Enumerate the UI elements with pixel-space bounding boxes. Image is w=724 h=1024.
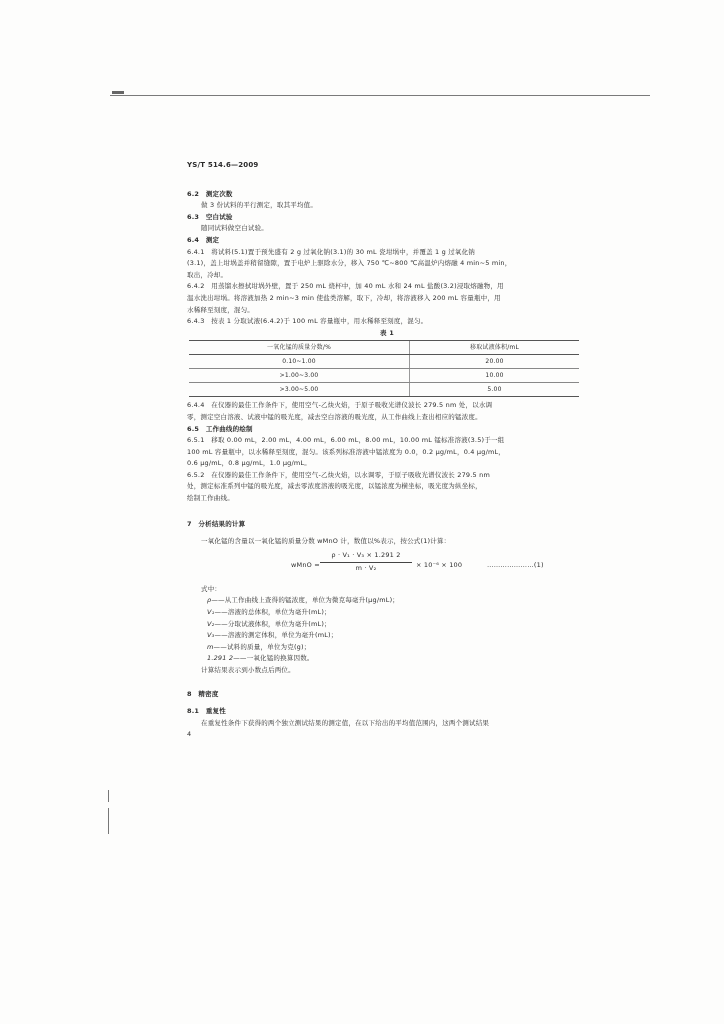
variable-description: ——分取试液体积，单位为毫升(mL)；	[214, 619, 331, 628]
variable-symbol: 1.291 2	[207, 654, 234, 663]
variable-definition	[187, 642, 587, 654]
scan-mark	[112, 91, 124, 94]
variable-symbol: V₂	[207, 619, 215, 628]
scan-bar-1	[108, 790, 109, 802]
where-label: 式中：	[201, 584, 222, 593]
text-line: 6.4 测定	[187, 235, 220, 244]
formula-fraction	[320, 550, 412, 575]
formula-number: …………………(1)	[487, 560, 544, 569]
formula-numerator: ρ · V₁ · V₃ × 1.291 2	[320, 550, 412, 564]
formula-lhs: wMnO =	[291, 560, 320, 569]
variable-definition	[187, 630, 587, 642]
variable-description: ——一氧化锰的换算因数。	[233, 654, 314, 663]
table-cell: >1.00~3.00	[189, 369, 410, 383]
text-line: 6.2 测定次数	[187, 189, 233, 198]
text-line: 100 mL 容量瓶中，以水稀释至刻度，混匀。该系列标准溶液中锰浓度为 0.0，0.2 μg/mL，0.4 μg/mL，	[187, 447, 506, 456]
text-line: 随同试料做空白试验。	[201, 224, 268, 233]
text-line: 6.4.4 在仪器的最佳工作条件下，使用空气-乙炔火焰，于原子吸收光谱仪波长 279.5 nm 处，以水调	[187, 401, 493, 410]
variable-definition	[187, 619, 587, 631]
text-line: 6.5 工作曲线的绘制	[187, 424, 253, 433]
section-6-continued	[187, 400, 587, 504]
section-8-heading: 8 精密度	[187, 689, 219, 698]
text-line: 处，测定标准系列中锰的吸光度，减去零浓度溶液的吸光度，以锰浓度为横坐标，吸光度为纵坐标，	[187, 482, 482, 491]
text-line: 绘制工作曲线。	[187, 494, 234, 503]
repeatability-text: 在重复性条件下获得的两个独立测试结果的测定值，在以下给出的平均值范围内，这两个测试结果	[201, 718, 490, 727]
table-cell: >3.00~5.00	[189, 383, 410, 397]
text-line: 6.5.1 移取 0.00 mL，2.00 mL，4.00 mL，6.00 mL，8.00 mL，10.00 mL 锰标准溶液(3.5)于一组	[187, 436, 505, 445]
section-7-heading: 7 分析结果的计算	[187, 519, 246, 528]
calculation-intro: 一氧化锰的含量以一氧化锰的质量分数 wMnO 计，数值以%表示，按公式(1)计算：	[201, 537, 451, 546]
text-line: 取出，冷却。	[187, 270, 228, 279]
text-line: 6.4.3 按表 1 分取试液(6.4.2)于 100 mL 容量瓶中，用水稀释至刻度，混匀。	[187, 317, 428, 326]
table-cell: 20.00	[410, 355, 579, 369]
formula-1	[187, 548, 587, 584]
variable-definition	[187, 607, 587, 619]
text-line: 6.4.1 将试料(5.1)置于预先盛有 2 g 过氧化钠(3.1)的 30 mL 瓷坩埚中，并覆盖 1 g 过氧化钠	[187, 247, 475, 256]
variable-description: ——试料的质量，单位为克(g)；	[213, 642, 311, 651]
table-cell: 5.00	[410, 383, 579, 397]
variable-symbol: ρ	[207, 596, 212, 605]
table-cell: 10.00	[410, 369, 579, 383]
section-8-1-heading: 8.1 重复性	[187, 707, 226, 716]
page-number: 4	[187, 730, 192, 739]
variable-list	[187, 595, 587, 665]
text-line: 水稀释至刻度，混匀。	[187, 305, 254, 314]
document-page	[187, 160, 587, 741]
table-row	[189, 369, 579, 383]
table-row	[189, 355, 579, 369]
table-header: 一氧化锰的质量分数/%	[189, 341, 410, 355]
variable-description: ——从工作曲线上查得的锰浓度，单位为微克每毫升(μg/mL)；	[211, 596, 400, 605]
formula-denominator: m · V₂	[355, 564, 377, 573]
table-cell: 0.10~1.00	[189, 355, 410, 369]
table-header: 移取试液体积/mL	[410, 341, 579, 355]
text-line: 温水洗出坩埚。将溶液加热 2 min~3 min 使盐类溶解，取下，冷却，将溶液移入 200 mL 容量瓶中，用	[187, 293, 501, 302]
variable-definition	[187, 653, 587, 665]
text-line: 零，测定空白溶液、试液中锰的吸光度，减去空白溶液的吸光度，从工作曲线上查出相应的锰浓度。	[187, 412, 482, 421]
section-6-text	[187, 189, 587, 328]
table-row	[189, 383, 579, 397]
variable-symbol: m	[207, 642, 214, 651]
formula-rhs: × 10⁻⁶ × 100	[416, 560, 463, 569]
text-line: 做 3 份试料的平行测定，取其平均值。	[201, 201, 318, 210]
variable-symbol: V₃	[207, 631, 215, 640]
text-line: 6.4.2 用蒸馏水擦拭坩埚外壁，置于 250 mL 烧杯中，加 40 mL 水和 24 mL 盐酸(3.2)浸取熔融物，用	[187, 282, 504, 291]
result-note: 计算结果表示到小数点后两位。	[201, 666, 295, 674]
variable-symbol: V₁	[207, 608, 215, 617]
table-title: 表 1	[380, 328, 394, 337]
text-line: 0.6 μg/mL，0.8 μg/mL，1.0 μg/mL。	[187, 459, 311, 468]
variable-definition	[187, 595, 587, 607]
scan-bar-2	[108, 808, 109, 834]
text-line: 6.3 空白试验	[187, 212, 233, 221]
text-line: (3.1)，盖上坩埚盖并稍留缝隙，置于电炉上驱除水分，移入 750 ℃~800 ℃高温炉内熔融 4 min~5 min，	[187, 259, 512, 268]
variable-description: ——溶液的测定体积，单位为毫升(mL)；	[214, 631, 338, 640]
table-1	[189, 340, 579, 397]
scan-rule	[110, 95, 650, 96]
text-line: 6.5.2 在仪器的最佳工作条件下，使用空气-乙炔火焰，以水调零，于原子吸收光谱仪波长 279.5 nm	[187, 470, 490, 479]
standard-header: YS/T 514.6—2009	[187, 161, 259, 169]
variable-description: ——溶液的总体积，单位为毫升(mL)；	[214, 608, 331, 617]
